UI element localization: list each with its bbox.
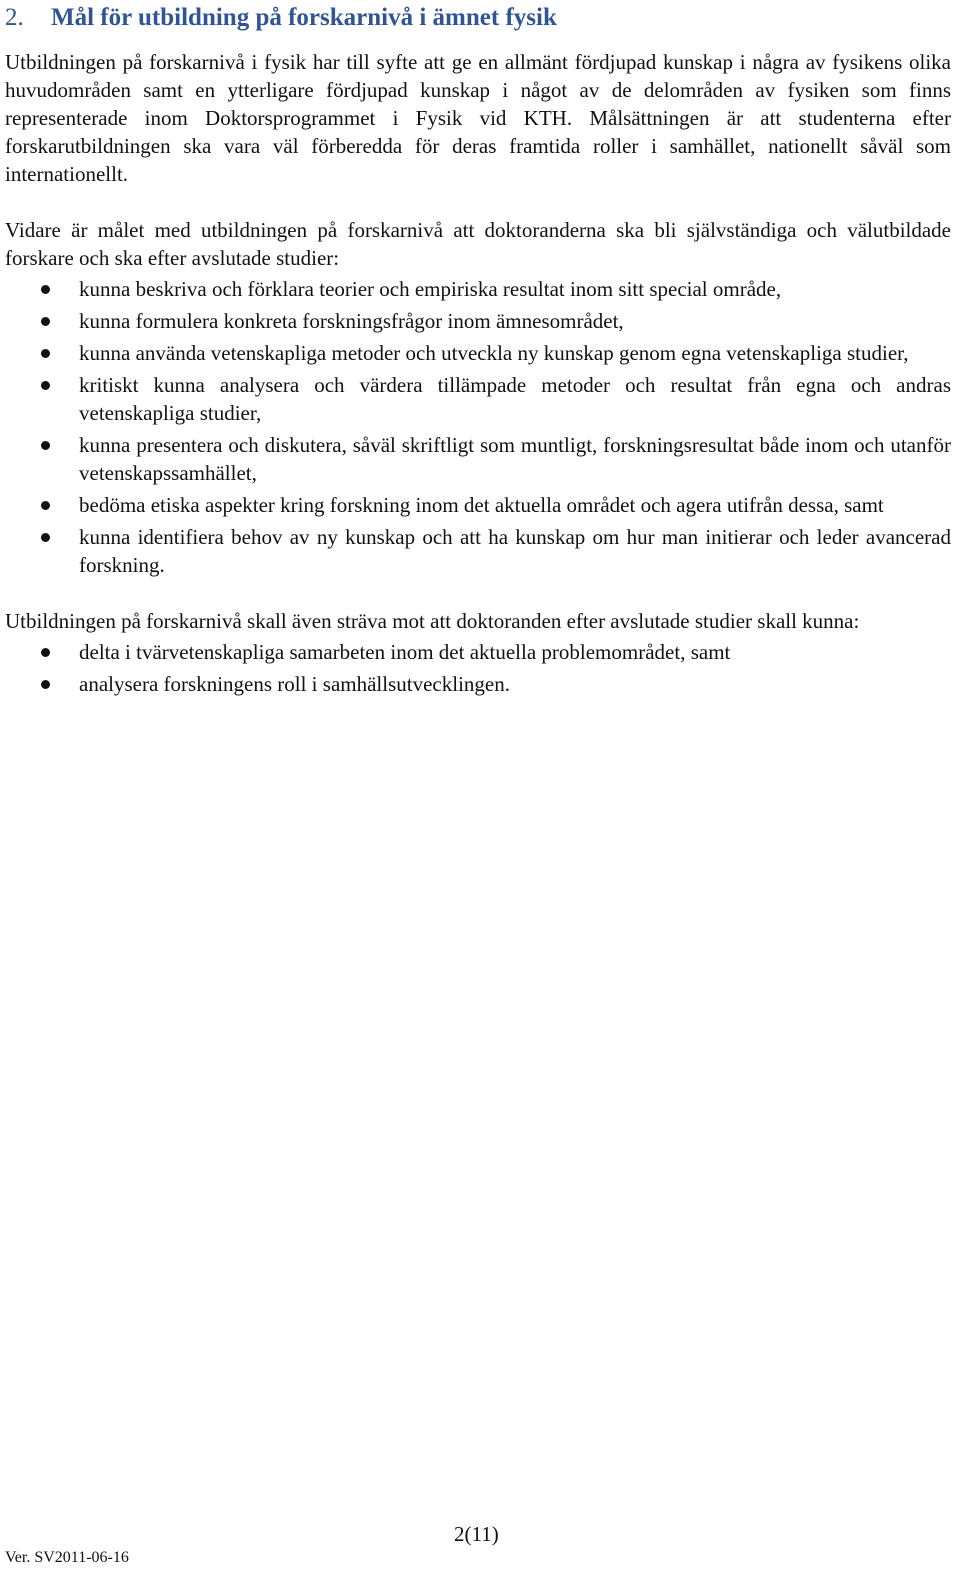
list-item-text: kunna använda vetenskapliga metoder och utveckla ny kunskap genom egna vetenskapliga studier, — [79, 341, 909, 365]
list-item-text: kunna formulera konkreta forskningsfrågor inom ämnesområdet, — [79, 309, 624, 333]
list-item — [5, 275, 951, 303]
bullet-icon — [41, 381, 50, 390]
bullet-icon — [41, 285, 50, 294]
list-item-text: delta i tvärvetenskapliga samarbeten inom det aktuella problemområdet, samt — [79, 640, 731, 664]
list-item — [5, 431, 951, 487]
document-page — [5, 0, 951, 702]
goals-intro-paragraph: Vidare är målet med utbildningen på forskarnivå att doktoranderna ska bli självständiga och välutbildade forskare och ska efter avslutade studier: — [5, 218, 951, 270]
list-item-text: bedöma etiska aspekter kring forskning inom det aktuella området och agera utifrån dessa, samt — [79, 493, 884, 517]
bullet-icon — [41, 533, 50, 542]
bullet-icon — [41, 680, 50, 689]
bullet-icon — [41, 501, 50, 510]
section-number: 2. — [5, 4, 24, 31]
list-item-text: kunna identifiera behov av ny kunskap och att ha kunskap om hur man initierar och leder avancerad forskning. — [79, 525, 951, 577]
intro-paragraph: Utbildningen på forskarnivå i fysik har till syfte att ge en allmänt fördjupad kunskap i några av fysikens olika huvudområden samt en ytterligare fördjupad kunskap i något av de delområden av fysiken som finns representerade inom Doktorsprogrammet i Fysik vid KTH. Målsättningen är att studenterna efter forskarutbildningen ska vara väl förberedda för deras framtida roller i samhället, nationellt såväl som internationellt. — [5, 50, 951, 186]
bullet-icon — [41, 648, 50, 657]
goals-list — [5, 275, 951, 579]
section-title: Mål för utbildning på forskarnivå i ämnet fysik — [51, 4, 557, 31]
list-item — [5, 523, 951, 579]
list-item-text: kunna beskriva och förklara teorier och empiriska resultat inom sitt special område, — [79, 277, 782, 301]
section-heading — [5, 0, 951, 33]
list-item-text: analysera forskningens roll i samhällsutvecklingen. — [79, 672, 510, 696]
version-label: Ver. SV2011-06-16 — [5, 1549, 129, 1566]
list-item — [5, 491, 951, 519]
list-item-text: kritiskt kunna analysera och värdera tillämpade metoder och resultat från egna och andras vetenskapliga studier, — [79, 373, 951, 425]
bullet-icon — [41, 349, 50, 358]
list-item — [5, 371, 951, 427]
list-item-text: kunna presentera och diskutera, såväl skriftligt som muntligt, forskningsresultat både inom och utanför vetenskapssamhället, — [79, 433, 951, 485]
list-item — [5, 307, 951, 335]
bullet-icon — [41, 441, 50, 450]
additional-goals-paragraph: Utbildningen på forskarnivå skall även sträva mot att doktoranden efter avslutade studier skall kunna: — [5, 609, 860, 633]
list-item — [5, 670, 951, 698]
bullet-icon — [41, 317, 50, 326]
additional-goals-list — [5, 638, 951, 698]
list-item — [5, 638, 951, 666]
page-number: 2(11) — [454, 1522, 499, 1546]
list-item — [5, 339, 951, 367]
